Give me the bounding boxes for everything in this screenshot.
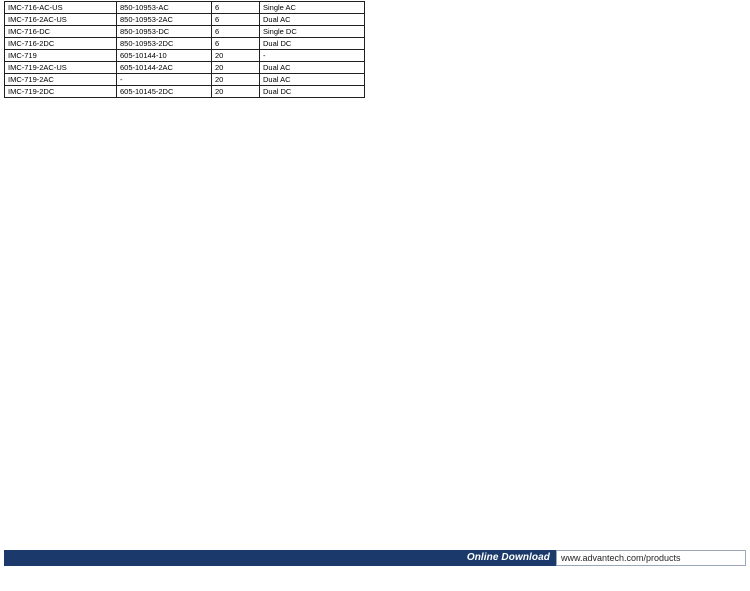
cell-part-number: 605-10144-10 [117,50,212,62]
cell-model: IMC-716-2DC [5,38,117,50]
table-row [5,50,365,62]
cell-model: IMC-719 [5,50,117,62]
cell-model: IMC-719-2AC-US [5,62,117,74]
cell-model: IMC-716-DC [5,26,117,38]
product-table-body [5,2,365,98]
cell-power: Dual AC [260,74,365,86]
cell-part-number: - [117,74,212,86]
table-row [5,62,365,74]
cell-part-number: 850-10953-2AC [117,14,212,26]
footer-content [467,550,746,566]
cell-ports: 20 [212,50,260,62]
table-row [5,74,365,86]
footer-url-box[interactable] [556,550,746,566]
cell-power: Single AC [260,2,365,14]
online-download-label: Online Download [466,552,550,563]
cell-power: Dual AC [260,62,365,74]
cell-power: Dual AC [260,14,365,26]
cell-power: Dual DC [260,86,365,98]
cell-part-number: 850-10953-2DC [117,38,212,50]
cell-power: - [260,50,365,62]
table-row [5,14,365,26]
footer-url[interactable]: www.advantech.com/products [561,553,681,563]
table-row [5,2,365,14]
cell-ports: 20 [212,74,260,86]
cell-model: IMC-719-2DC [5,86,117,98]
cell-part-number: 850-10953-DC [117,26,212,38]
cell-power: Dual DC [260,38,365,50]
table-row [5,38,365,50]
cell-ports: 20 [212,62,260,74]
cell-ports: 6 [212,26,260,38]
cell-part-number: 605-10144-2AC [117,62,212,74]
cell-ports: 6 [212,14,260,26]
product-table [4,1,365,98]
table-row [5,26,365,38]
cell-model: IMC-719-2AC [5,74,117,86]
cell-ports: 6 [212,2,260,14]
cell-ports: 6 [212,38,260,50]
table-row [5,86,365,98]
cell-ports: 20 [212,86,260,98]
cell-part-number: 605-10145-2DC [117,86,212,98]
cell-power: Single DC [260,26,365,38]
cell-model: IMC-716-2AC-US [5,14,117,26]
cell-model: IMC-716-AC-US [5,2,117,14]
cell-part-number: 850-10953-AC [117,2,212,14]
footer-bar [4,550,746,566]
